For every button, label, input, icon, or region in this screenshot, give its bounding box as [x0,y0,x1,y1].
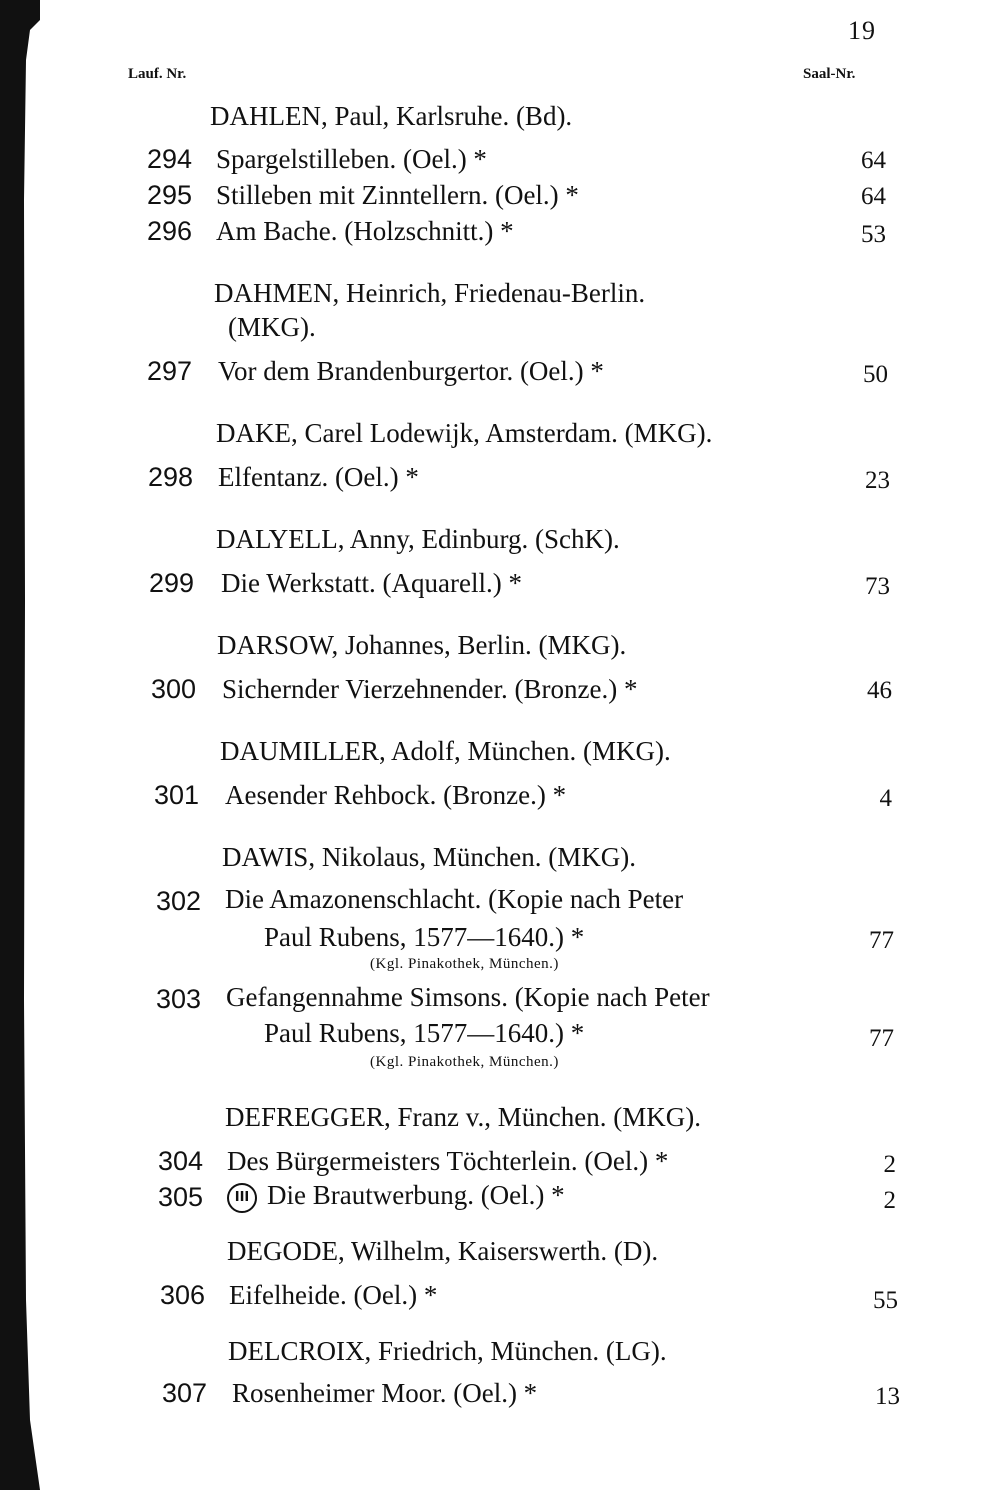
saal-number: 53 [861,221,886,248]
saal-number: 64 [861,147,886,174]
entry-title-cont: Paul Rubens, 1577—1640.) * [264,1018,585,1048]
entry-title: Des Bürgermeisters Töchterlein. (Oel.) * [227,1146,669,1176]
entry-title: Die Amazonenschlacht. (Kopie nach Peter [225,884,684,914]
saal-number: 77 [869,927,894,954]
entry-number: 296 [147,216,193,246]
entry-title: Eifelheide. (Oel.) * [229,1280,438,1310]
artist-heading: DAWIS, Nikolaus, München. (MKG). [222,842,637,872]
artist-heading: DAHLEN, Paul, Karlsruhe. (Bd). [210,101,573,131]
entry-number: 298 [148,462,194,492]
saal-number: 50 [863,361,888,388]
artist-heading: DAKE, Carel Lodewijk, Amsterdam. (MKG). [216,418,713,448]
entry-number: 305 [158,1182,204,1212]
saal-number: 4 [879,785,892,812]
entry-title: Am Bache. (Holzschnitt.) * [216,216,514,246]
entry-title: Sichernder Vierzehnender. (Bronze.) * [222,674,638,704]
collection-note: (Kgl. Pinakothek, München.) [370,956,559,972]
entry-number: 299 [149,568,195,598]
collection-note: (Kgl. Pinakothek, München.) [370,1054,559,1070]
entry-number: 306 [160,1280,206,1310]
saal-number: 64 [861,183,886,210]
entry-number: 295 [147,180,193,210]
entry-number: 303 [156,984,202,1014]
artist-heading-cont: (MKG). [228,312,316,342]
saal-number: 77 [869,1025,894,1052]
artist-heading: DAUMILLER, Adolf, München. (MKG). [220,736,671,766]
entry-title: Vor dem Brandenburgertor. (Oel.) * [218,356,604,386]
saal-number: 73 [865,573,890,600]
entry-title: Elfentanz. (Oel.) * [218,462,419,492]
roman-three-badge-icon: III [227,1183,257,1213]
entry-number: 300 [151,674,197,704]
saal-number: 23 [865,467,890,494]
entry-title: Aesender Rehbock. (Bronze.) * [225,780,567,810]
saal-number: 55 [873,1287,898,1314]
page-edge-shadow [0,0,40,1490]
lauf-nr-heading: Lauf. Nr. [128,66,187,82]
artist-heading: DEGODE, Wilhelm, Kaiserswerth. (D). [227,1236,659,1266]
entry-title: Die Werkstatt. (Aquarell.) * [221,568,522,598]
saal-number: 46 [867,677,892,704]
entry-title: Stilleben mit Zinntellern. (Oel.) * [216,180,579,210]
entry-number: 304 [158,1146,204,1176]
entry-number: 301 [154,780,200,810]
artist-heading: DAHMEN, Heinrich, Friedenau-Berlin. [214,278,646,308]
artist-heading: DEFREGGER, Franz v., München. (MKG). [225,1102,701,1132]
entry-title: Die Brautwerbung. (Oel.) * [267,1180,565,1210]
entry-title-cont: Paul Rubens, 1577—1640.) * [264,922,585,952]
entry-number: 307 [162,1378,208,1408]
saal-number: 2 [883,1187,896,1214]
artist-heading: DARSOW, Johannes, Berlin. (MKG). [217,630,627,660]
entry-title: Spargelstilleben. (Oel.) * [216,144,487,174]
saal-nr-heading: Saal-Nr. [803,66,856,82]
artist-heading: DALYELL, Anny, Edinburg. (SchK). [216,524,620,554]
entry-title: Gefangennahme Simsons. (Kopie nach Peter [226,982,710,1012]
entry-number: 302 [156,886,202,916]
entry-title: Rosenheimer Moor. (Oel.) * [232,1378,538,1408]
page-number: 19 [848,16,876,45]
saal-number: 2 [883,1151,896,1178]
entry-number: 294 [147,144,193,174]
saal-number: 13 [875,1383,900,1410]
artist-heading: DELCROIX, Friedrich, München. (LG). [228,1336,667,1366]
entry-title-with-badge [227,1182,565,1213]
entry-number: 297 [147,356,193,386]
